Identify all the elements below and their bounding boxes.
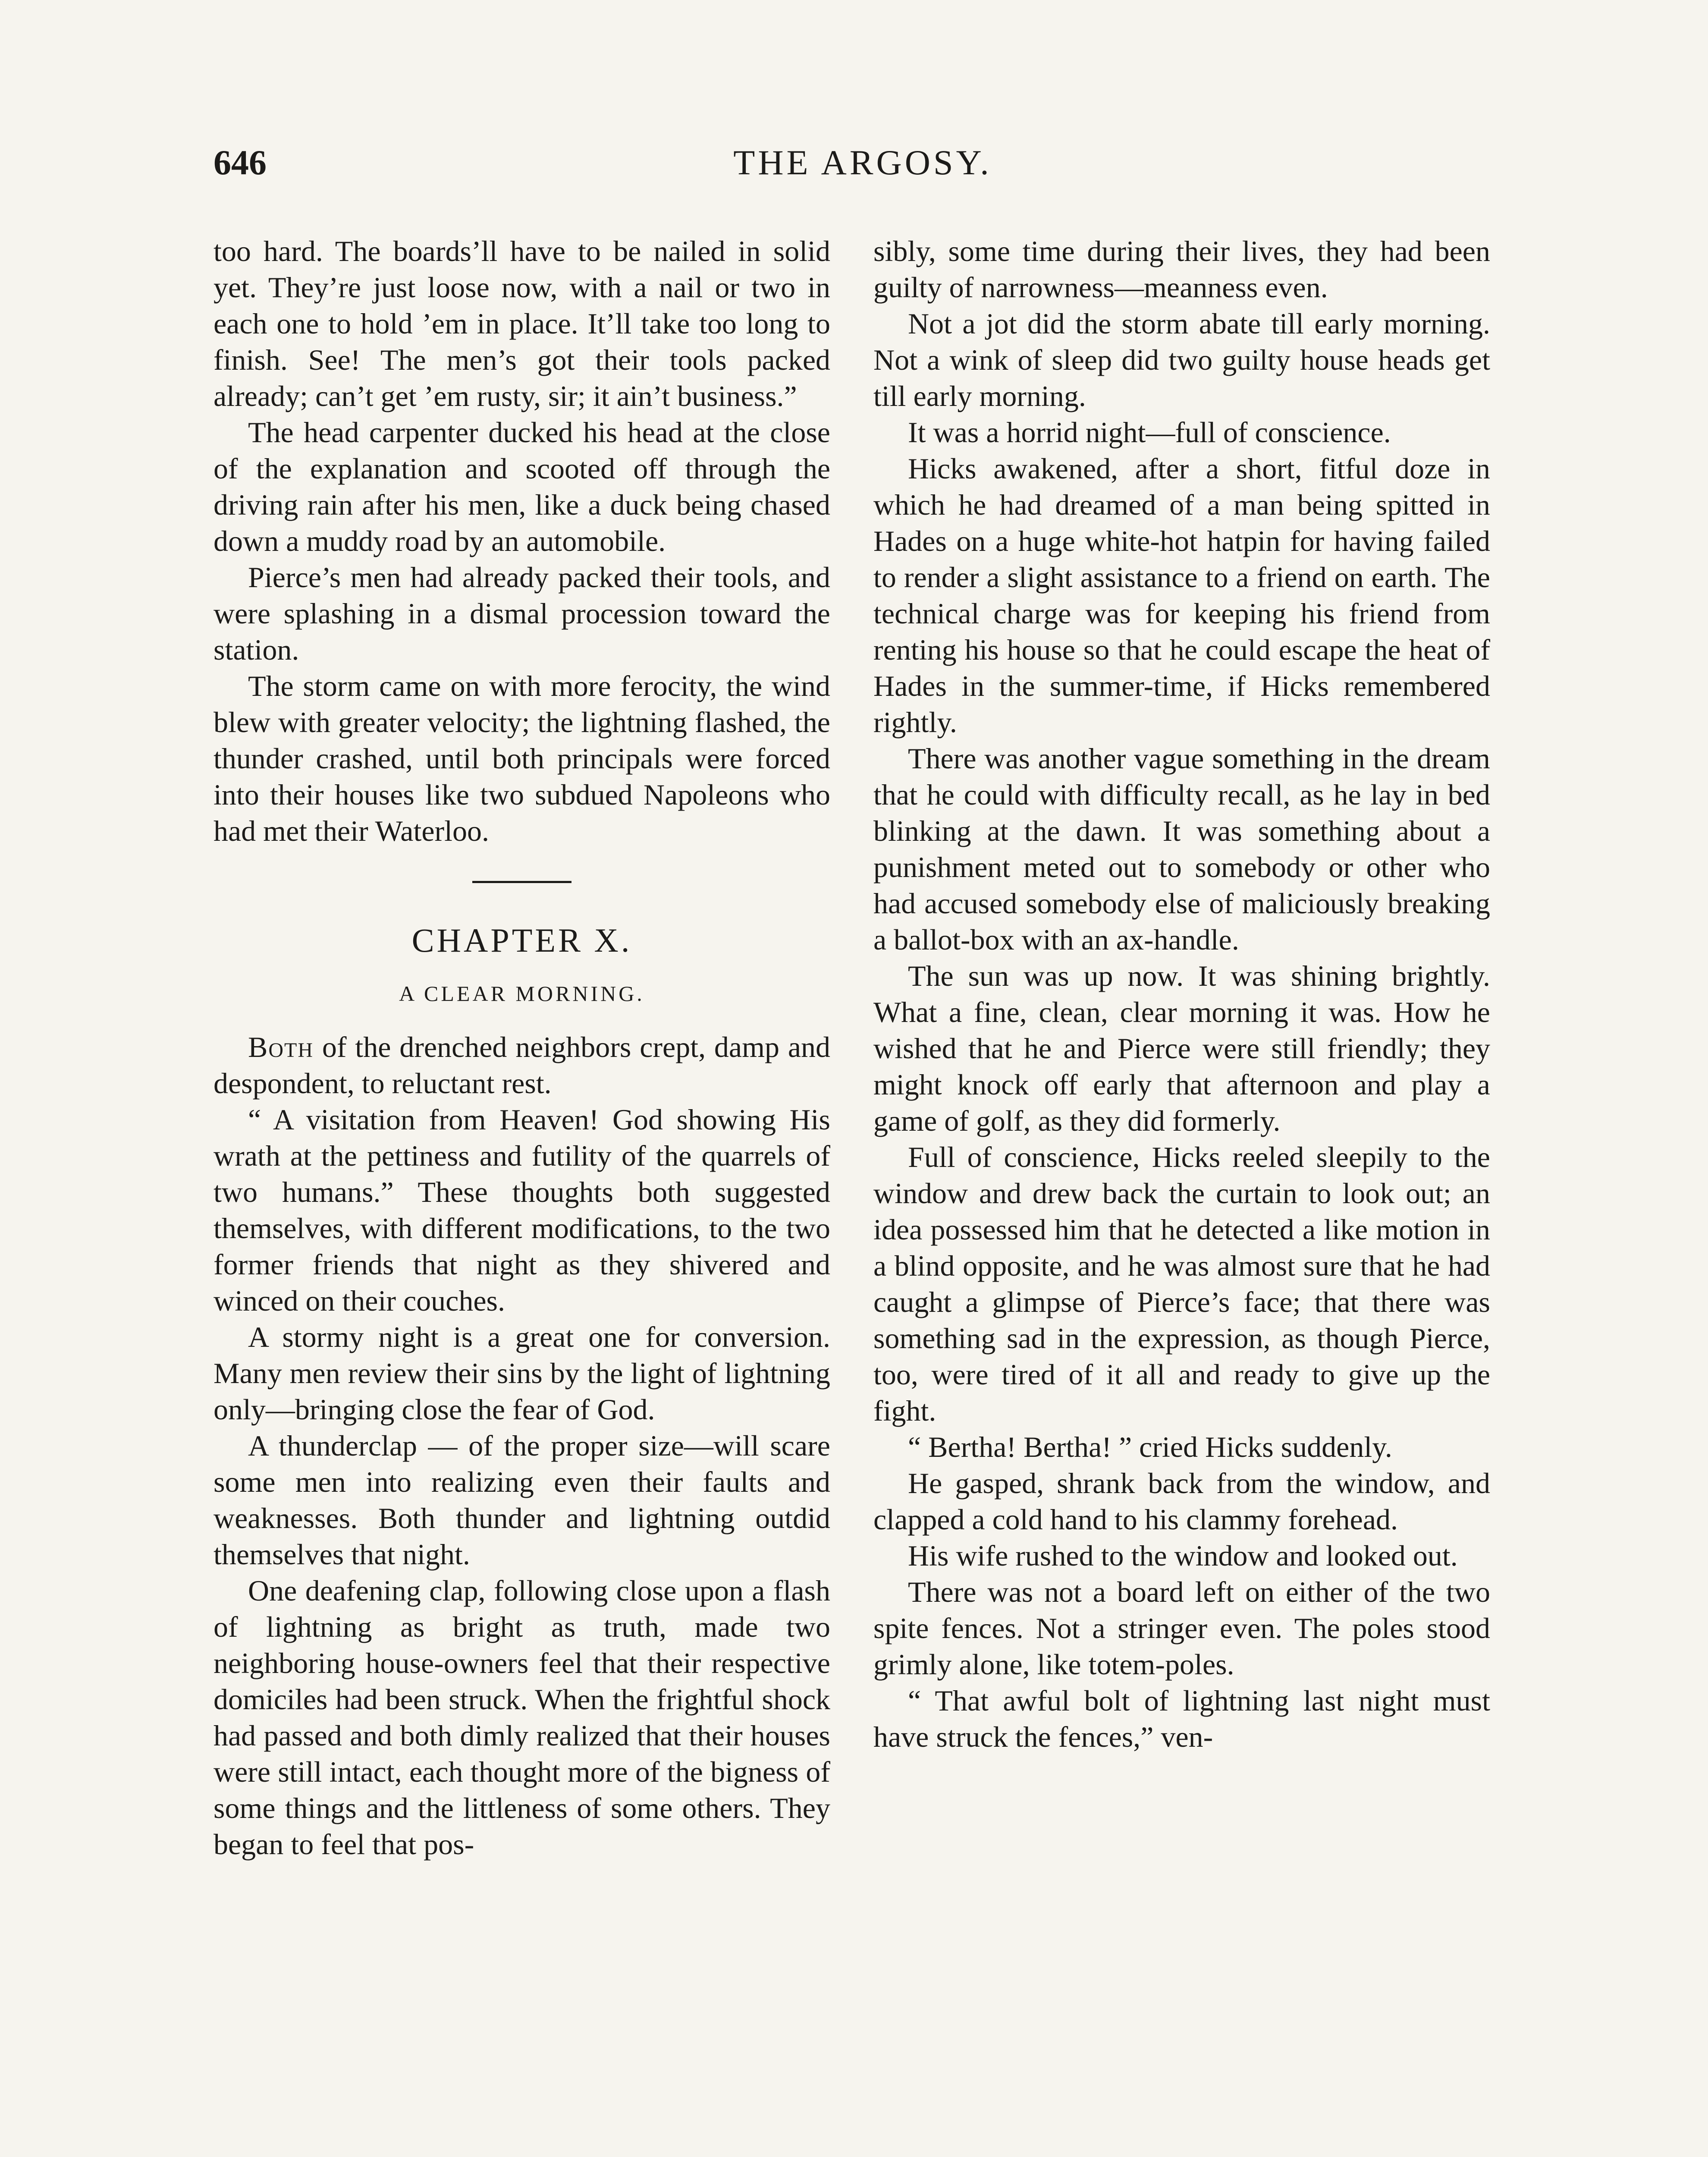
page-number: 646 [214,143,267,182]
left-column [214,233,830,1862]
paragraph: He gasped, shrank back from the window, and clapped a cold hand to his clammy forehead. [873,1467,1490,1536]
paragraph: sibly, some time during their lives, they had been guilty of narrowness—meanness even. [873,235,1490,304]
paragraph: It was a horrid night—full of conscience. [908,416,1391,449]
paragraph: One deafening clap, following close upon a flash of lightning as bright as truth, made two neighboring house-owners feel that their respective domiciles had been struck. When the frightful shock had passed and both dimly realized that their houses were still intact, each thought more of the bigness of some things and the littleness of some others. They began to feel that pos- [214,1574,830,1861]
paragraph: “ A visitation from Heaven! God showing His wrath at the pettiness and futility of the quarrels of two humans.” These thoughts both suggested themselves, with different modifications, to the two former friends that night as they shivered and winced on their couches. [214,1103,830,1317]
paragraph: too hard. The boards’ll have to be nailed in solid yet. They’re just loose now, with a nail or two in each one to hold ’em in place. It’ll take too long to finish. See! The men’s got their tools packed already; can’t get ’em rusty, sir; it ain’t business.” [214,235,830,412]
chapter-opening-paragraph [214,1029,830,1101]
paragraph: Not a jot did the storm abate till early morning. Not a wink of sleep did two guilty house heads get till early morning. [873,307,1490,412]
paragraph: The storm came on with more ferocity, the wind blew with greater velocity; the lightning flashed, the thunder crashed, until both principals were forced into their houses like two subdued Napoleons who had met their Waterloo. [214,670,830,847]
paragraph: Pierce’s men had already packed their tools, and were splashing in a dismal procession toward the station. [214,561,830,666]
paragraph: There was another vague something in the dream that he could with difficulty recall, as he lay in bed blinking at the dawn. It was something about a punishment meted out to somebody or other who had accused somebody else of maliciously breaking a ballot-box with an ax-handle. [873,742,1490,956]
paragraph: There was not a board left on either of the two spite fences. Not a stringer even. The poles stood grimly alone, like totem-poles. [873,1575,1490,1681]
chapter-subtitle: A CLEAR MORNING. [399,981,645,1006]
opening-word: Both [248,1031,314,1063]
paragraph: Hicks awakened, after a short, fitful doze in which he had dreamed of a man being spitted in Hades on a huge white-hot hatpin for having failed to render a slight assistance to a friend on earth. The technical charge was for keeping his friend from renting his house so that he could escape the heat of Hades in the summer-time, if Hicks remembered rightly. [873,452,1490,739]
section-divider [472,881,571,883]
paragraph: Full of conscience, Hicks reeled sleepily to the window and drew back the curtain to look out; an idea possessed him that he detected a like motion in a blind opposite, and he was almost sure that he had caught a glimpse of Pierce’s face; that there was something sad in the expression, as though Pierce, too, were tired of it all and ready to give up the fight. [873,1141,1490,1427]
paragraph: The head carpenter ducked his head at the close of the explanation and scooted off through the driving rain after his men, like a duck being chased down a muddy road by an automobile. [214,416,830,557]
paragraph: A stormy night is a great one for conversion. Many men review their sins by the light of lightning only—bringing close the fear of God. [214,1321,830,1426]
paragraph: “ Bertha! Bertha! ” cried Hicks suddenly. [908,1431,1392,1463]
paragraph: The sun was up now. It was shining brightly. What a fine, clean, clear morning it was. How he wished that he and Pierce were still friendly; they might knock off early that afternoon and play a game of golf, as they did formerly. [873,959,1490,1137]
paragraph: A thunderclap — of the proper size—will scare some men into realizing even their faults and weaknesses. Both thunder and lightning outdid themselves that night. [214,1429,830,1571]
page-header [0,142,1708,190]
paragraph: His wife rushed to the window and looked out. [908,1539,1458,1572]
right-column [873,233,1490,1755]
running-head: THE ARGOSY. [733,143,992,182]
chapter-heading: CHAPTER X. [411,921,632,959]
paragraph: “ That awful bolt of lightning last night must have struck the fences,” ven- [873,1684,1490,1753]
opening-text: of the drenched neighbors crept, damp and despondent, to reluctant rest. [214,1031,830,1100]
